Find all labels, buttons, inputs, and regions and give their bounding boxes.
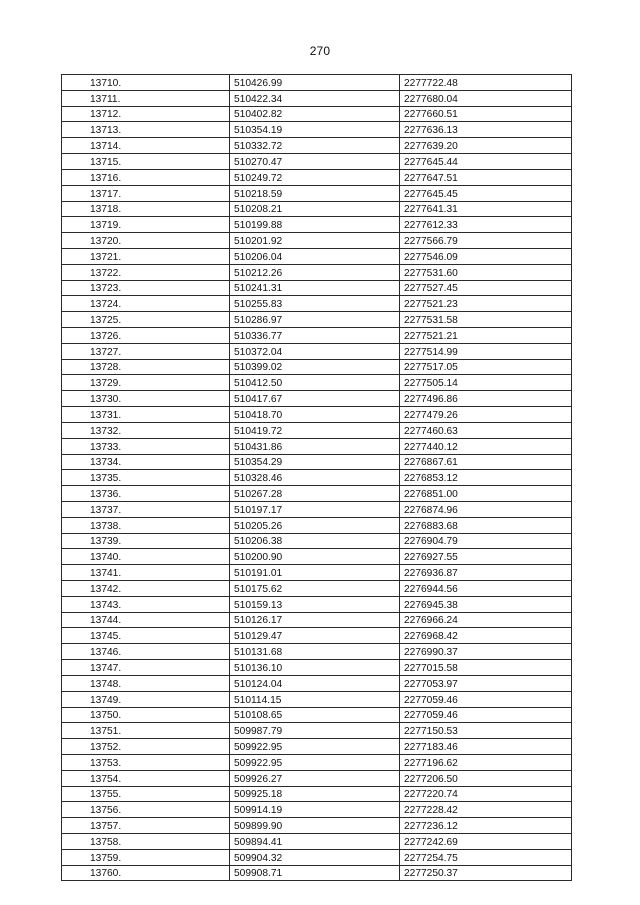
- point-number-cell: 13743.: [62, 596, 230, 612]
- y-coordinate-cell: 2276874.96: [400, 501, 572, 517]
- x-coordinate-cell: 510212.26: [230, 264, 400, 280]
- x-coordinate-cell: 510199.88: [230, 217, 400, 233]
- x-coordinate-cell: 509894.41: [230, 834, 400, 850]
- point-number-cell: 13722.: [62, 264, 230, 280]
- table-row: [62, 596, 572, 612]
- x-coordinate-cell: 510206.38: [230, 533, 400, 549]
- table-row: [62, 849, 572, 865]
- y-coordinate-cell: 2277015.58: [400, 660, 572, 676]
- y-coordinate-cell: 2277645.45: [400, 185, 572, 201]
- table-row: [62, 90, 572, 106]
- table-row: [62, 549, 572, 565]
- point-number-cell: 13718.: [62, 201, 230, 217]
- x-coordinate-cell: 510124.04: [230, 675, 400, 691]
- point-number-cell: 13756.: [62, 802, 230, 818]
- x-coordinate-cell: 510136.10: [230, 660, 400, 676]
- x-coordinate-cell: 510286.97: [230, 312, 400, 328]
- table-row: [62, 217, 572, 233]
- x-coordinate-cell: 510205.26: [230, 517, 400, 533]
- table-row: [62, 343, 572, 359]
- x-coordinate-cell: 509926.27: [230, 770, 400, 786]
- table-row: [62, 786, 572, 802]
- x-coordinate-cell: 510328.46: [230, 470, 400, 486]
- point-number-cell: 13715.: [62, 154, 230, 170]
- table-row: [62, 280, 572, 296]
- table-row: [62, 407, 572, 423]
- y-coordinate-cell: 2277250.37: [400, 865, 572, 881]
- table-row: [62, 201, 572, 217]
- x-coordinate-cell: 510175.62: [230, 581, 400, 597]
- y-coordinate-cell: 2277479.26: [400, 407, 572, 423]
- table-row: [62, 501, 572, 517]
- point-number-cell: 13733.: [62, 438, 230, 454]
- table-row: [62, 138, 572, 154]
- point-number-cell: 13730.: [62, 391, 230, 407]
- point-number-cell: 13727.: [62, 343, 230, 359]
- table-row: [62, 233, 572, 249]
- table-row: [62, 328, 572, 344]
- x-coordinate-cell: 510218.59: [230, 185, 400, 201]
- y-coordinate-cell: 2277531.58: [400, 312, 572, 328]
- y-coordinate-cell: 2276883.68: [400, 517, 572, 533]
- table-row: [62, 248, 572, 264]
- x-coordinate-cell: 510354.29: [230, 454, 400, 470]
- point-number-cell: 13755.: [62, 786, 230, 802]
- table-row: [62, 754, 572, 770]
- y-coordinate-cell: 2276867.61: [400, 454, 572, 470]
- point-number-cell: 13728.: [62, 359, 230, 375]
- point-number-cell: 13744.: [62, 612, 230, 628]
- y-coordinate-cell: 2276990.37: [400, 644, 572, 660]
- point-number-cell: 13735.: [62, 470, 230, 486]
- point-number-cell: 13746.: [62, 644, 230, 660]
- x-coordinate-cell: 509908.71: [230, 865, 400, 881]
- y-coordinate-cell: 2277639.20: [400, 138, 572, 154]
- x-coordinate-cell: 510431.86: [230, 438, 400, 454]
- y-coordinate-cell: 2276936.87: [400, 565, 572, 581]
- x-coordinate-cell: 510399.02: [230, 359, 400, 375]
- point-number-cell: 13712.: [62, 106, 230, 122]
- x-coordinate-cell: 509987.79: [230, 723, 400, 739]
- x-coordinate-cell: 509904.32: [230, 849, 400, 865]
- y-coordinate-cell: 2277228.42: [400, 802, 572, 818]
- point-number-cell: 13751.: [62, 723, 230, 739]
- x-coordinate-cell: 510402.82: [230, 106, 400, 122]
- point-number-cell: 13752.: [62, 739, 230, 755]
- y-coordinate-cell: 2277242.69: [400, 834, 572, 850]
- x-coordinate-cell: 510255.83: [230, 296, 400, 312]
- table-row: [62, 454, 572, 470]
- table-row: [62, 581, 572, 597]
- y-coordinate-cell: 2277531.60: [400, 264, 572, 280]
- point-number-cell: 13737.: [62, 501, 230, 517]
- y-coordinate-cell: 2276927.55: [400, 549, 572, 565]
- table-row: [62, 185, 572, 201]
- x-coordinate-cell: 510354.19: [230, 122, 400, 138]
- y-coordinate-cell: 2277460.63: [400, 422, 572, 438]
- y-coordinate-cell: 2277053.97: [400, 675, 572, 691]
- x-coordinate-cell: 510417.67: [230, 391, 400, 407]
- table-row: [62, 675, 572, 691]
- table-row: [62, 422, 572, 438]
- point-number-cell: 13734.: [62, 454, 230, 470]
- point-number-cell: 13736.: [62, 486, 230, 502]
- table-row: [62, 470, 572, 486]
- table-row: [62, 865, 572, 881]
- y-coordinate-cell: 2277645.44: [400, 154, 572, 170]
- y-coordinate-cell: 2277521.23: [400, 296, 572, 312]
- point-number-cell: 13748.: [62, 675, 230, 691]
- point-number-cell: 13719.: [62, 217, 230, 233]
- table-row: [62, 106, 572, 122]
- x-coordinate-cell: 509925.18: [230, 786, 400, 802]
- table-row: [62, 770, 572, 786]
- y-coordinate-cell: 2277206.50: [400, 770, 572, 786]
- y-coordinate-cell: 2277220.74: [400, 786, 572, 802]
- x-coordinate-cell: 510114.15: [230, 691, 400, 707]
- point-number-cell: 13711.: [62, 90, 230, 106]
- table-row: [62, 264, 572, 280]
- page-number: 270: [309, 44, 331, 58]
- table-row: [62, 312, 572, 328]
- table-row: [62, 691, 572, 707]
- x-coordinate-cell: 509922.95: [230, 754, 400, 770]
- table-row: [62, 154, 572, 170]
- x-coordinate-cell: 509914.19: [230, 802, 400, 818]
- x-coordinate-cell: 510191.01: [230, 565, 400, 581]
- y-coordinate-cell: 2277660.51: [400, 106, 572, 122]
- point-number-cell: 13740.: [62, 549, 230, 565]
- point-number-cell: 13760.: [62, 865, 230, 881]
- point-number-cell: 13758.: [62, 834, 230, 850]
- x-coordinate-cell: 510126.17: [230, 612, 400, 628]
- x-coordinate-cell: 510249.72: [230, 169, 400, 185]
- point-number-cell: 13739.: [62, 533, 230, 549]
- y-coordinate-cell: 2277722.48: [400, 75, 572, 91]
- point-number-cell: 13754.: [62, 770, 230, 786]
- table-row: [62, 707, 572, 723]
- table-row: [62, 739, 572, 755]
- x-coordinate-cell: 510270.47: [230, 154, 400, 170]
- point-number-cell: 13721.: [62, 248, 230, 264]
- point-number-cell: 13725.: [62, 312, 230, 328]
- table-row: [62, 723, 572, 739]
- y-coordinate-cell: 2277612.33: [400, 217, 572, 233]
- table-row: [62, 375, 572, 391]
- point-number-cell: 13714.: [62, 138, 230, 154]
- x-coordinate-cell: 510332.72: [230, 138, 400, 154]
- y-coordinate-cell: 2277546.09: [400, 248, 572, 264]
- y-coordinate-cell: 2277059.46: [400, 691, 572, 707]
- table-row: [62, 391, 572, 407]
- point-number-cell: 13716.: [62, 169, 230, 185]
- x-coordinate-cell: 510159.13: [230, 596, 400, 612]
- x-coordinate-cell: 510108.65: [230, 707, 400, 723]
- x-coordinate-cell: 510418.70: [230, 407, 400, 423]
- y-coordinate-cell: 2277236.12: [400, 818, 572, 834]
- table-row: [62, 75, 572, 91]
- y-coordinate-cell: 2277680.04: [400, 90, 572, 106]
- y-coordinate-cell: 2276904.79: [400, 533, 572, 549]
- x-coordinate-cell: 510208.21: [230, 201, 400, 217]
- x-coordinate-cell: 510131.68: [230, 644, 400, 660]
- point-number-cell: 13723.: [62, 280, 230, 296]
- table-row: [62, 359, 572, 375]
- point-number-cell: 13713.: [62, 122, 230, 138]
- point-number-cell: 13729.: [62, 375, 230, 391]
- table-row: [62, 660, 572, 676]
- x-coordinate-cell: 510241.31: [230, 280, 400, 296]
- point-number-cell: 13738.: [62, 517, 230, 533]
- x-coordinate-cell: 510336.77: [230, 328, 400, 344]
- y-coordinate-cell: 2277440.12: [400, 438, 572, 454]
- x-coordinate-cell: 510372.04: [230, 343, 400, 359]
- y-coordinate-cell: 2276968.42: [400, 628, 572, 644]
- y-coordinate-cell: 2276945.38: [400, 596, 572, 612]
- y-coordinate-cell: 2277527.45: [400, 280, 572, 296]
- point-number-cell: 13717.: [62, 185, 230, 201]
- point-number-cell: 13732.: [62, 422, 230, 438]
- coordinates-table: [61, 74, 572, 881]
- point-number-cell: 13720.: [62, 233, 230, 249]
- y-coordinate-cell: 2277641.31: [400, 201, 572, 217]
- x-coordinate-cell: 510197.17: [230, 501, 400, 517]
- y-coordinate-cell: 2276944.56: [400, 581, 572, 597]
- table-row: [62, 438, 572, 454]
- point-number-cell: 13724.: [62, 296, 230, 312]
- table-row: [62, 296, 572, 312]
- table-row: [62, 517, 572, 533]
- table-row: [62, 644, 572, 660]
- y-coordinate-cell: 2277183.46: [400, 739, 572, 755]
- y-coordinate-cell: 2277647.51: [400, 169, 572, 185]
- x-coordinate-cell: 510206.04: [230, 248, 400, 264]
- point-number-cell: 13745.: [62, 628, 230, 644]
- y-coordinate-cell: 2277150.53: [400, 723, 572, 739]
- point-number-cell: 13749.: [62, 691, 230, 707]
- x-coordinate-cell: 510426.99: [230, 75, 400, 91]
- x-coordinate-cell: 510267.28: [230, 486, 400, 502]
- y-coordinate-cell: 2276851.00: [400, 486, 572, 502]
- point-number-cell: 13726.: [62, 328, 230, 344]
- table-row: [62, 565, 572, 581]
- y-coordinate-cell: 2277521.21: [400, 328, 572, 344]
- x-coordinate-cell: 510412.50: [230, 375, 400, 391]
- point-number-cell: 13757.: [62, 818, 230, 834]
- y-coordinate-cell: 2277505.14: [400, 375, 572, 391]
- x-coordinate-cell: 510419.72: [230, 422, 400, 438]
- point-number-cell: 13710.: [62, 75, 230, 91]
- point-number-cell: 13747.: [62, 660, 230, 676]
- y-coordinate-cell: 2277517.05: [400, 359, 572, 375]
- table-row: [62, 122, 572, 138]
- table-row: [62, 169, 572, 185]
- point-number-cell: 13741.: [62, 565, 230, 581]
- table-row: [62, 486, 572, 502]
- x-coordinate-cell: 509922.95: [230, 739, 400, 755]
- table-row: [62, 802, 572, 818]
- y-coordinate-cell: 2276966.24: [400, 612, 572, 628]
- y-coordinate-cell: 2277059.46: [400, 707, 572, 723]
- table-row: [62, 612, 572, 628]
- table-row: [62, 818, 572, 834]
- point-number-cell: 13731.: [62, 407, 230, 423]
- x-coordinate-cell: 509899.90: [230, 818, 400, 834]
- x-coordinate-cell: 510201.92: [230, 233, 400, 249]
- x-coordinate-cell: 510200.90: [230, 549, 400, 565]
- table-row: [62, 533, 572, 549]
- x-coordinate-cell: 510129.47: [230, 628, 400, 644]
- y-coordinate-cell: 2276853.12: [400, 470, 572, 486]
- table-body: [62, 75, 572, 881]
- point-number-cell: 13753.: [62, 754, 230, 770]
- y-coordinate-cell: 2277196.62: [400, 754, 572, 770]
- point-number-cell: 13742.: [62, 581, 230, 597]
- table-row: [62, 834, 572, 850]
- x-coordinate-cell: 510422.34: [230, 90, 400, 106]
- y-coordinate-cell: 2277566.79: [400, 233, 572, 249]
- point-number-cell: 13759.: [62, 849, 230, 865]
- y-coordinate-cell: 2277254.75: [400, 849, 572, 865]
- point-number-cell: 13750.: [62, 707, 230, 723]
- y-coordinate-cell: 2277496.86: [400, 391, 572, 407]
- y-coordinate-cell: 2277514.99: [400, 343, 572, 359]
- y-coordinate-cell: 2277636.13: [400, 122, 572, 138]
- table-row: [62, 628, 572, 644]
